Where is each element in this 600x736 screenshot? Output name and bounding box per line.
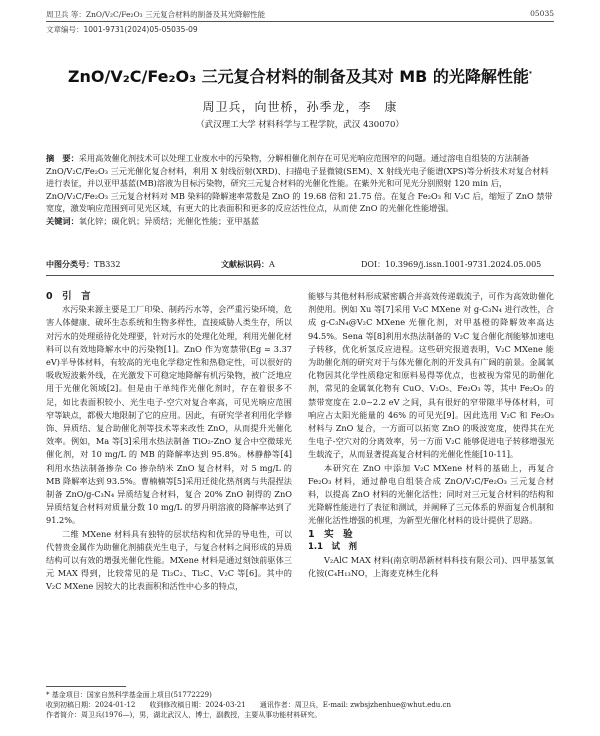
doi-value: 10.3969/j.issn.1001-9731.2024.05.005 bbox=[385, 260, 542, 269]
section-heading-introduction: 0 引 言 bbox=[46, 291, 91, 302]
classification-row bbox=[46, 259, 554, 276]
author-list: 周卫兵，向世桥，孙季龙，李 康 bbox=[202, 100, 398, 114]
footnote-dates: 收到初稿日期：2024-01-12 收到修改稿日期：2024-03-21 通讯作者：周卫兵，E-mail: zwbsjzhenhue@whut.edu.cn bbox=[46, 701, 451, 709]
title-footnote-mark: * bbox=[528, 70, 533, 78]
body-paragraph: 能够与其他材料形成紧密耦合并高效传递载流子，可作为高效助催化剂使用。例如 Xu 等[7]采用 V₂C MXene 对 g-C₃N₄ 进行改性，合成 g-C₃N₄@V₂C MXene 光催化剂，对甲基橙的降解效率高达 94.5%。Sena 等[8]利用水热法制备的 V₂C 复合催化剂能够加速电子转移，优化析氢反应进程。这些研究报道表明，V₂C MXene 能为助催化剂的研究对于与体光催化剂的开发具有广阔的前景。金属氧化物因其化学性质稳定和原料易得等优点，也被视为常见的助催化剂，常见的金属氧化物有 CuO、V₂O₅、Fe₂O₃ 等，其中 Fe₂O₃ 的禁带宽度在 2.0~2.2 eV 之间，具有很好的窄带隙半导体材料，可响应占太阳光能量的 46% 的可见光[9]。因此选用 V₂C 和 Fe₂O₃ 材料与 ZnO 复合，一方面可以拓宽 ZnO 的吸波宽度，使得其在光生电子-空穴对的分离效率，另一方面 V₂C 能够促进电子转移增强光生载流子，从而显著提高复合材料的光催化性能[10-11]。 bbox=[308, 291, 554, 460]
keywords-text: 氧化锌；碳化钒；异质结；光催化性能；亚甲基蓝 bbox=[78, 215, 259, 226]
doc-code-field bbox=[221, 259, 275, 270]
abstract-text: 采用高效催化剂技术可以处理工业废水中的污染物，分解相催化剂存在可见光响应范围窄的问题。通过溶电自组装的方法制备 ZnO/V₂C/Fe₂O₃ 三元光催化复合材料，利用 X 射线衍射(XRD)、扫描电子显微镜(SEM)、X 射线光电子能谱(XPS)等分析技术对复合材料进行表征，并以亚甲基蓝(MB)溶液为目标污染物，研究三元复合材料的光催化性能。在紫外光和可见光分别照射 120 min 后，ZnO/V₂C/Fe₂O₃ 三元复合材料对 MB 染料的降解速率常数是 ZnO 的 19.68 倍和 21.75 倍。在复合 Fe₂O₃ 和 V₂C 后，缩短了 ZnO 禁带宽度，激发响应范围到可见光区域，有更大的比表面积和更多的反应活性位点，从而使 ZnO 的光催化性能增强。 bbox=[46, 153, 553, 214]
doc-code-value: A bbox=[269, 260, 275, 269]
body-column-right bbox=[308, 290, 554, 580]
clc-label: 中图分类号： bbox=[46, 259, 94, 269]
body-paragraph: V₂AlC MAX 材料(南京明昂新材料科技有限公司)、四甲基氢氧化铵(C₄H₁₃NO，上海麦克林生化科 bbox=[308, 555, 554, 579]
body-paragraph: 本研究在 ZnO 中添加 V₂C MXene 材料的基础上，再复合 Fe₂O₃ 材料，通过静电自组装合成 ZnO/V₂C/Fe₂O₃ 三元复合材料，以提高 ZnO 材料的光催化活性；同时对三元复合材料的结构和光降解性能进行了表征和测试，并阐释了三元体系的界面复合机制和光催化活性增强的机理，为新型光催化材料的设计提供了思路。 bbox=[308, 462, 554, 526]
running-title: 周卫兵 等：ZnO/V₂C/Fe₂O₃ 三元复合材料的制备及其光降解性能 bbox=[46, 10, 266, 19]
clc-field bbox=[46, 259, 120, 270]
running-header bbox=[46, 9, 554, 22]
paper-title bbox=[46, 64, 554, 87]
keywords bbox=[46, 215, 554, 228]
clc-value: TB332 bbox=[94, 260, 121, 269]
footnotes bbox=[46, 690, 554, 720]
doi-label: DOI： bbox=[361, 260, 386, 269]
doi-field bbox=[361, 259, 541, 270]
abstract bbox=[46, 152, 554, 215]
subsection-heading-reagents: 1.1 试 剂 bbox=[308, 541, 358, 552]
body-paragraph: 水污染来源主要是工厂印染、制药污水等，会严重污染环境，危害人体健康、破坏生态系统和生物多样性，直接威胁人类生存，所以对污水的处理亟待化处理要，针对污水的处理化处理，利用光催化材料可以有效地降解水中的污染物[1]。ZnO 作为宽禁带(Eg = 3.37 eV)半导体材料，有较高的光电化学稳定性和热稳定性，可以很好的吸收短波紫外线，在光激发下可稳定地降解有机污染物，被广泛地应用于光催化领域[2]。但是由于单纯作光催化剂时，存在着很多不足，如比表面积较小、光生电子-空穴对复合率高，可见光响应范围窄等缺点，都极大地限制了它的应用。因此，有研究学者利用化学修饰、异质结、复合助催化剂等技术等来改性 ZnO，从而提升光催化效率。例如，Ma 等[3]采用水热法制备 TiO₂-ZnO 复合中空微球光催化剂，对 10 mg/L 的 MB 的降解率达到 95.8%。林静静等[4]利用水热法制备掺杂 Co 掺杂纳米 ZnO 复合材料，对 5 mg/L 的 MB 降解率达到 93.5%。曹楠楠等[5]采用迁徙化热剂离与共混捏法制备 ZnO/g-C₃N₄ 异质结复合材料，复合 20% ZnO 制得的 ZnO 异质结复合材料对质量分数 10 mg/L 的罗丹明溶液的降解率达到了 91.2%。 bbox=[46, 304, 292, 526]
paper-title-text: ZnO/V₂C/Fe₂O₃ 三元复合材料的制备及其对 MB 的光降解性能 bbox=[67, 67, 529, 86]
body-column-left bbox=[46, 290, 292, 594]
doc-code-label: 文献标识码： bbox=[221, 259, 269, 269]
footnote-funding: * 基金项目：国家自然科学基金面上项目(51772229) bbox=[46, 691, 212, 699]
abstract-block bbox=[46, 152, 554, 228]
abstract-label: 摘 要： bbox=[46, 153, 79, 163]
body-paragraph: 二维 MXene 材料具有独特的层状结构和优异的导电性，可以代替贵金属作为助催化剂捕获光生电子，与复合材料之间形成的异质结构可以有效的增强光催化性能。MXene 材料是通过刻蚀前驱体三元 MAX 得到，比较常见的是 Ti₃C₂、Ti₂C、V₂C 等[6]。其中的 V₂C MXene 因较大的比表面积和活性中心多的特点， bbox=[46, 528, 292, 592]
footnote-divider bbox=[46, 686, 126, 687]
keywords-label: 关键词： bbox=[46, 215, 79, 226]
page-number: 05035 bbox=[530, 9, 554, 18]
affiliation: （武汉理工大学 材料科学与工程学院，武汉 430070） bbox=[196, 120, 404, 130]
article-id: 文章编号：1001-9731(2024)05-05035-09 bbox=[46, 25, 198, 34]
section-heading-experiment: 1 实 验 bbox=[308, 528, 353, 540]
footnote-author-bio: 作者简介：周卫兵(1976—)，男，湖北武汉人，博士，副教授，主要从事功能材料研究。 bbox=[46, 711, 322, 719]
